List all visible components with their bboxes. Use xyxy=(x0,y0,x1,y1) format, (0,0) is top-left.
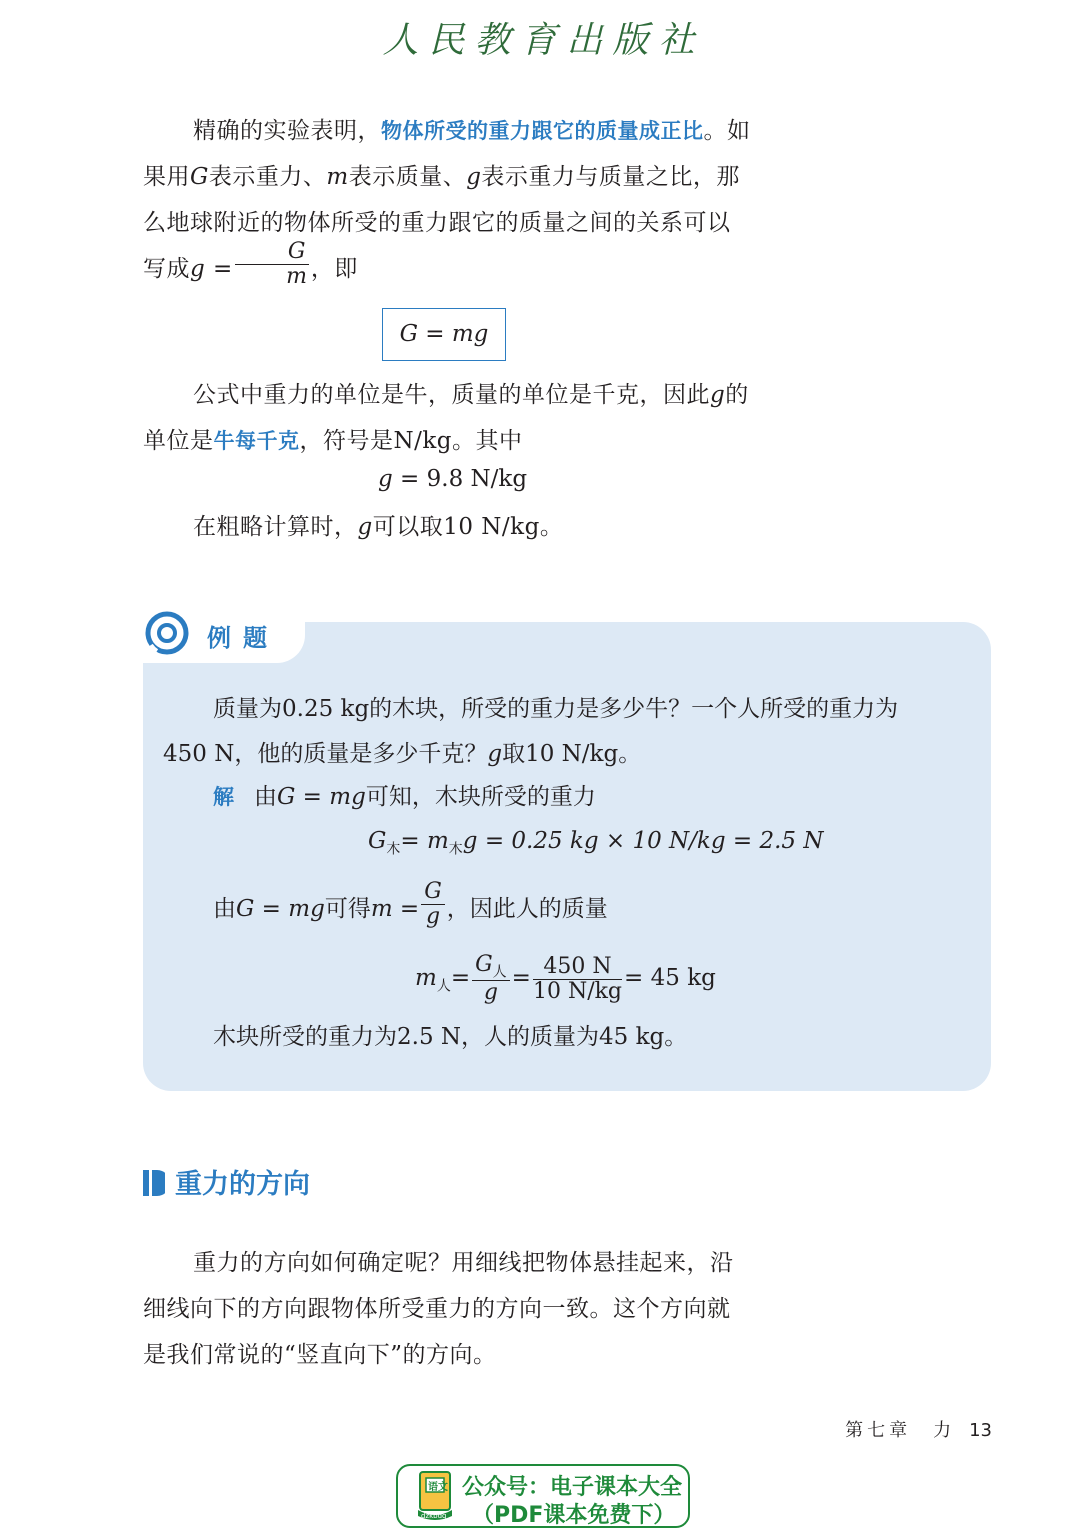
var-g: g xyxy=(378,466,393,492)
text: 可知，木块所受的重力 xyxy=(365,784,596,810)
watermark-banner xyxy=(396,1464,690,1528)
solution-line1 xyxy=(213,774,596,820)
text: 取10 N/kg。 xyxy=(502,741,642,767)
text: ，即 xyxy=(310,256,358,282)
equation-wood-weight xyxy=(368,818,824,873)
equals: = xyxy=(511,965,531,991)
question-line2 xyxy=(163,731,641,777)
var-g: g xyxy=(466,164,482,190)
target-icon xyxy=(145,611,189,655)
fraction-G-person-over-g xyxy=(472,951,510,1006)
watermark-line2: （PDF课本免费下） xyxy=(472,1503,676,1528)
highlight-unit: 牛每千克 xyxy=(213,429,300,453)
frac-den: m xyxy=(286,263,308,289)
g-value-equation xyxy=(378,466,527,492)
var-g: g xyxy=(357,514,373,540)
var-m: m xyxy=(326,164,349,190)
highlight-proportional: 物体所受的重力跟它的质量成正比 xyxy=(381,119,704,143)
text: 由 xyxy=(213,896,236,922)
text: ，符号是N/kg。其中 xyxy=(299,428,523,454)
solution-line2 xyxy=(213,878,608,934)
paragraph-units xyxy=(143,372,753,464)
text: 可得 xyxy=(324,896,371,922)
eq-part: g = 0.25 kg × 10 N/kg = 2.5 N xyxy=(462,828,824,854)
question-line1: 质量为0.25 kg的木块，所受的重力是多少牛？一个人所受的重力为 xyxy=(213,696,899,722)
page-footer xyxy=(845,1416,992,1442)
frac-num: G xyxy=(421,881,445,905)
var-g: g xyxy=(710,382,726,408)
frac-num xyxy=(472,951,510,981)
paragraph-rough xyxy=(193,504,803,550)
text: ，因此人的质量 xyxy=(446,896,608,922)
subscript: 木 xyxy=(448,841,463,858)
fraction-450-over-10 xyxy=(532,953,623,1004)
fraction-G-over-m xyxy=(235,238,309,289)
result: = 45 kg xyxy=(624,965,716,991)
var-G: G xyxy=(190,164,209,190)
boxed-formula: G = mg xyxy=(382,308,506,361)
text: 精确的实验表明， xyxy=(193,118,381,144)
frac-den: 10 N/kg xyxy=(532,978,623,1004)
section-title xyxy=(143,1162,310,1201)
subscript: 人 xyxy=(436,978,451,995)
paragraph-direction: 重力的方向如何确定呢？用细线把物体悬挂起来，沿细线向下的方向跟物体所受重力的方向一致。这个方向就是我们常说的“竖直向下”的方向。 xyxy=(143,1250,734,1368)
text: 由 xyxy=(254,784,277,810)
conclusion: 木块所受的重力为2.5 N，人的质量为45 kg。 xyxy=(213,1024,688,1050)
eq: G = mg xyxy=(277,784,366,810)
equals: = xyxy=(450,965,471,991)
page-number: 13 xyxy=(969,1420,992,1441)
text: 表示质量、 xyxy=(348,164,467,190)
eq-m: m = xyxy=(370,896,420,922)
watermark-line1: 公众号：电子课本大全 xyxy=(462,1475,683,1500)
var-m: m xyxy=(415,965,437,991)
paragraph-gravity-mass xyxy=(143,108,753,294)
chapter-label: 第七章 力 xyxy=(845,1420,956,1441)
subscript: 人 xyxy=(492,964,507,981)
var-g: g xyxy=(487,741,503,767)
logo-small-text: dzkbdq xyxy=(421,1512,447,1520)
subscript: 木 xyxy=(386,841,401,858)
frac-num: G xyxy=(235,241,309,265)
example-label: 例题 xyxy=(207,624,279,652)
var-G: G xyxy=(368,828,387,854)
eq: G = mg xyxy=(236,896,325,922)
book-logo-icon xyxy=(416,1470,454,1522)
eq-g-lhs: g = xyxy=(190,256,233,282)
var-G: G xyxy=(475,951,493,977)
logo-text: 语文 xyxy=(428,1482,448,1493)
frac-den: g xyxy=(425,903,441,929)
text: 表示重力、 xyxy=(208,164,327,190)
frac-den: g xyxy=(483,980,498,1006)
text: 。如果用 xyxy=(143,118,751,190)
text: 公式中重力的单位是牛，质量的单位是千克，因此 xyxy=(193,382,710,408)
section-marker-icon xyxy=(143,1170,165,1196)
text: 在粗略计算时， xyxy=(193,514,358,540)
publisher-header: 人民教育出版社 xyxy=(382,20,705,61)
solution-label: 解 xyxy=(213,785,234,809)
equation-person-mass xyxy=(415,950,716,1015)
frac-num: 450 N xyxy=(533,956,622,980)
text: = 9.8 N/kg xyxy=(392,466,528,492)
section-title-text: 重力的方向 xyxy=(175,1169,310,1200)
text: 450 N，他的质量是多少千克？ xyxy=(163,741,488,767)
fraction-G-over-g xyxy=(421,878,445,929)
text: 的单位是 xyxy=(143,382,749,454)
eq-part: = m xyxy=(400,828,449,854)
text: 表示重力与质量之比，那么地球附近的物体所受的重力跟它的质量之间的关系可以写成 xyxy=(143,164,740,282)
text: 可以取10 N/kg。 xyxy=(372,514,564,540)
